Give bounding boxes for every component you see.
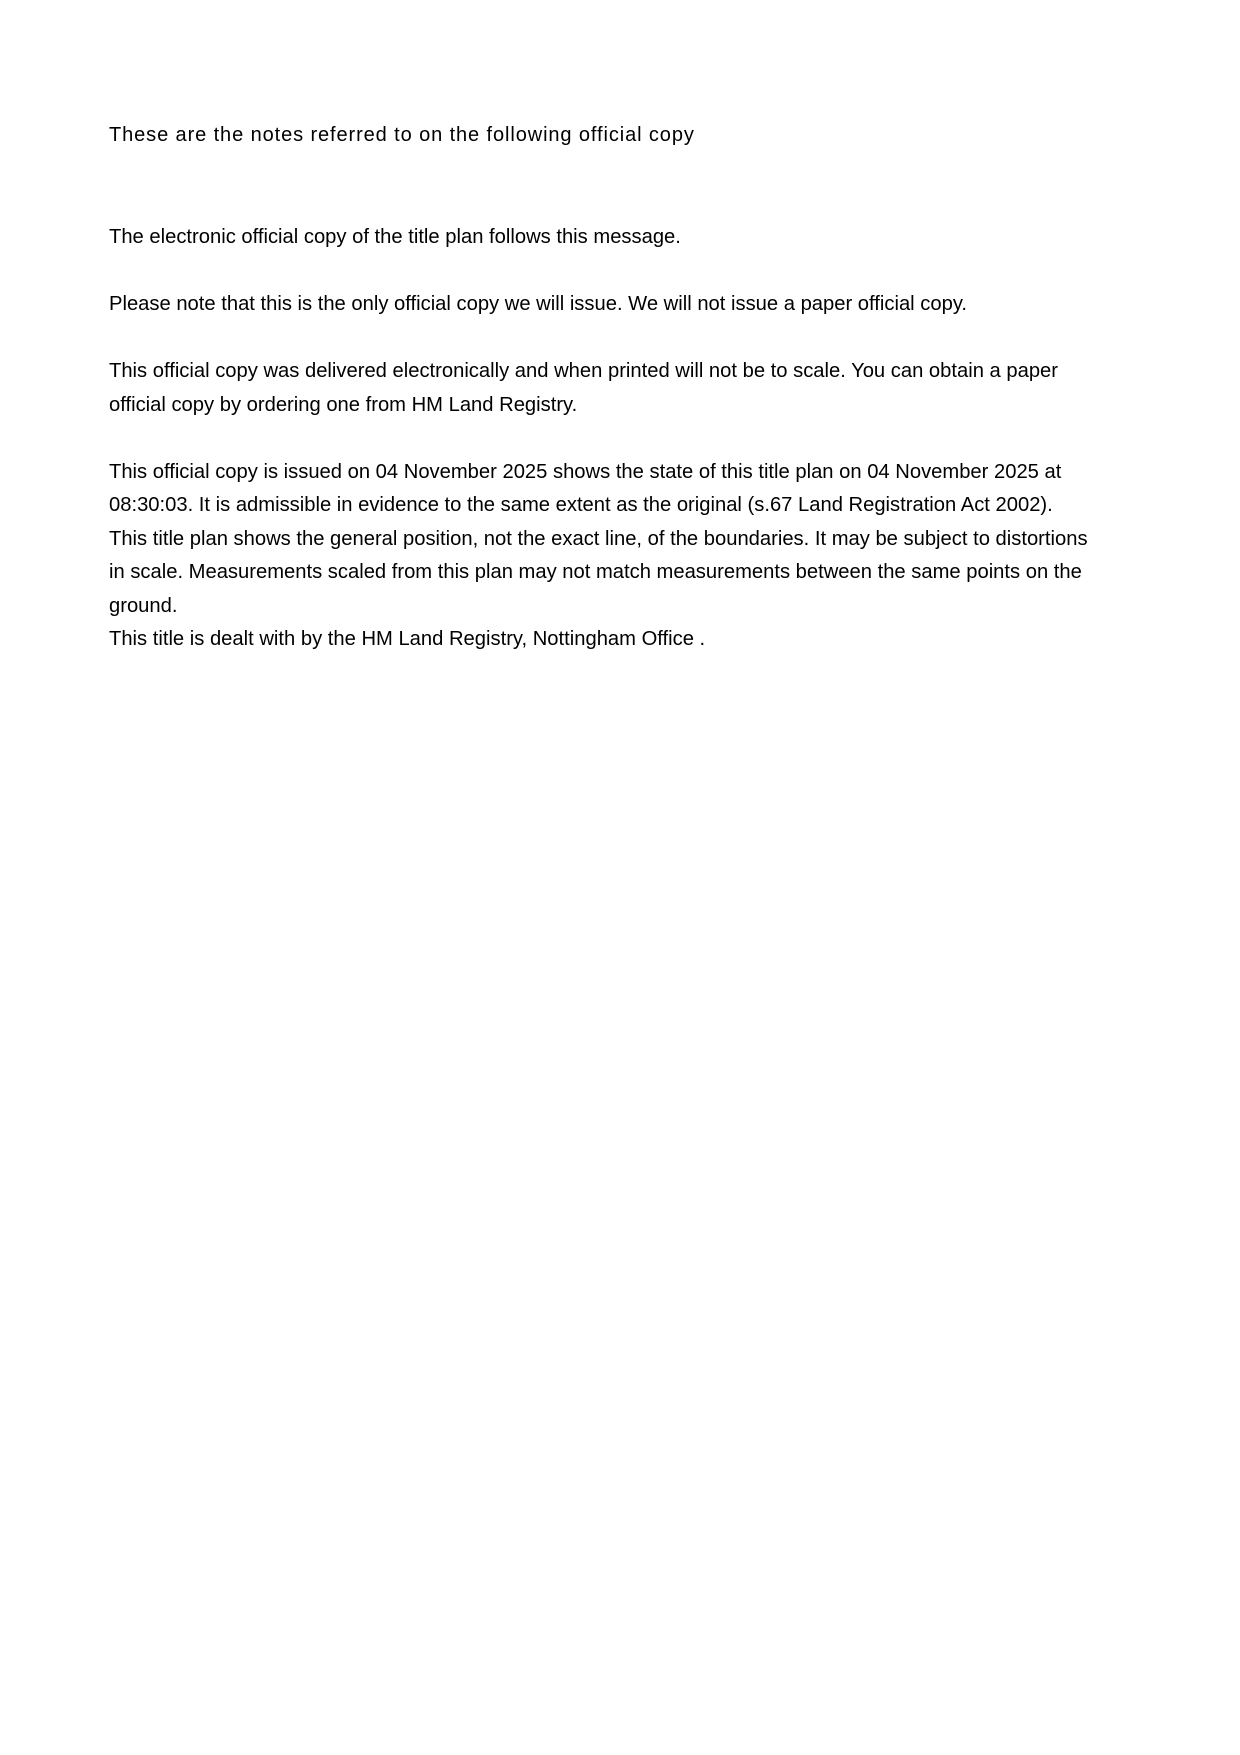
issued-note-line: This official copy is issued on 04 November 2025 shows the state of this title plan on 04 November 2025 at: [109, 460, 1062, 483]
office-note: This title is dealt with by the HM Land Registry, Nottingham Office .: [109, 628, 706, 650]
only-copy-note: Please note that this is the only official copy we will issue. We will not issue a paper official copy.: [109, 293, 968, 315]
scale-note: [109, 355, 1139, 422]
issued-note: [109, 456, 1139, 523]
scale-note-line: official copy by ordering one from HM Land Registry.: [109, 393, 578, 416]
electronic-copy-note: The electronic official copy of the title plan follows this message.: [109, 226, 681, 248]
general-position-line: This title plan shows the general position, not the exact line, of the boundaries. It may be subject to distortions: [109, 527, 1088, 550]
notes-body: [109, 221, 1139, 657]
issued-note-line: 08:30:03. It is admissible in evidence to the same extent as the original (s.67 Land Registration Act 2002).: [109, 494, 1053, 516]
notes-heading: These are the notes referred to on the following official copy: [109, 124, 695, 146]
general-position-note: [109, 523, 1139, 624]
scale-note-line: This official copy was delivered electronically and when printed will not be to scale. You can obtain a paper: [109, 360, 1059, 382]
general-position-line: ground.: [109, 594, 178, 617]
general-position-line: in scale. Measurements scaled from this plan may not match measurements between the same points on the: [109, 561, 1082, 583]
